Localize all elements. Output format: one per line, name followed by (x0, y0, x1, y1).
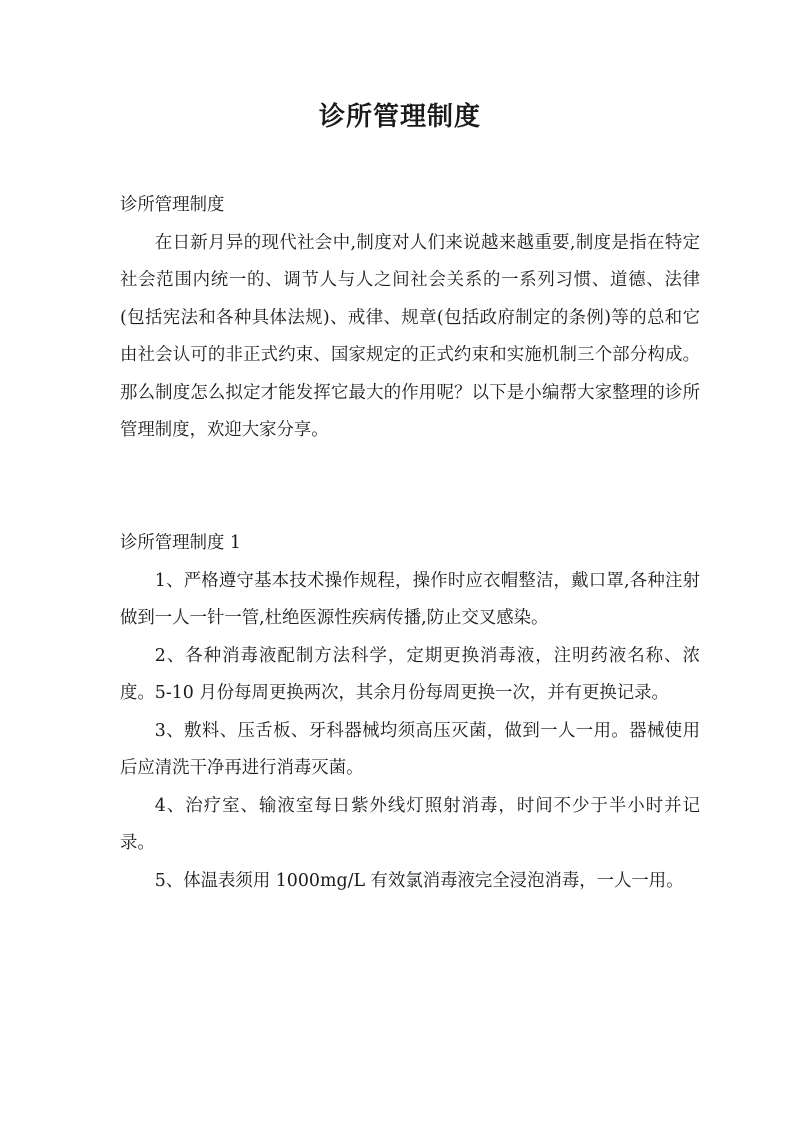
rule-item-3: 3、敷料、压舌板、牙科器械均须高压灭菌，做到一人一用。器械使用后应清洗干净再进行消毒灭菌。 (120, 720, 700, 778)
rule-item-5: 5、体温表须用 1000mg/L 有效氯消毒液完全浸泡消毒，一人一用。 (154, 870, 684, 891)
intro-heading: 诊所管理制度 (120, 195, 225, 215)
rule-item-4: 4、治疗室、输液室每日紫外线灯照射消毒，时间不少于半小时并记录。 (120, 795, 700, 853)
intro-paragraph: 在日新月异的现代社会中,制度对人们来说越来越重要,制度是指在特定社会范围内统一的、调节人与人之间社会关系的一系列习惯、道德、法律(包括宪法和各种具体法规)、戒律、规章(包括政府制定的条例)等的总和它由社会认可的非正式约束、国家规定的正式约束和实施机制三个部分构成。那么制度怎么拟定才能发挥它最大的作用呢？以下是小编帮大家整理的诊所管理制度，欢迎大家分享。 (120, 232, 700, 440)
rule-item-2: 2、各种消毒液配制方法科学，定期更换消毒液，注明药液名称、浓度。5-10 月份每周更换两次，其余月份每周更换一次，并有更换记录。 (120, 645, 700, 703)
section-heading: 诊所管理制度 1 (120, 533, 241, 553)
document-title: 诊所管理制度 (318, 102, 481, 132)
rules-section (120, 525, 700, 900)
intro-section (120, 187, 700, 450)
rule-item-1: 1、严格遵守基本技术操作规程，操作时应衣帽整洁，戴口罩,各种注射做到一人一针一管,杜绝医源性疾病传播,防止交叉感染。 (120, 570, 700, 628)
